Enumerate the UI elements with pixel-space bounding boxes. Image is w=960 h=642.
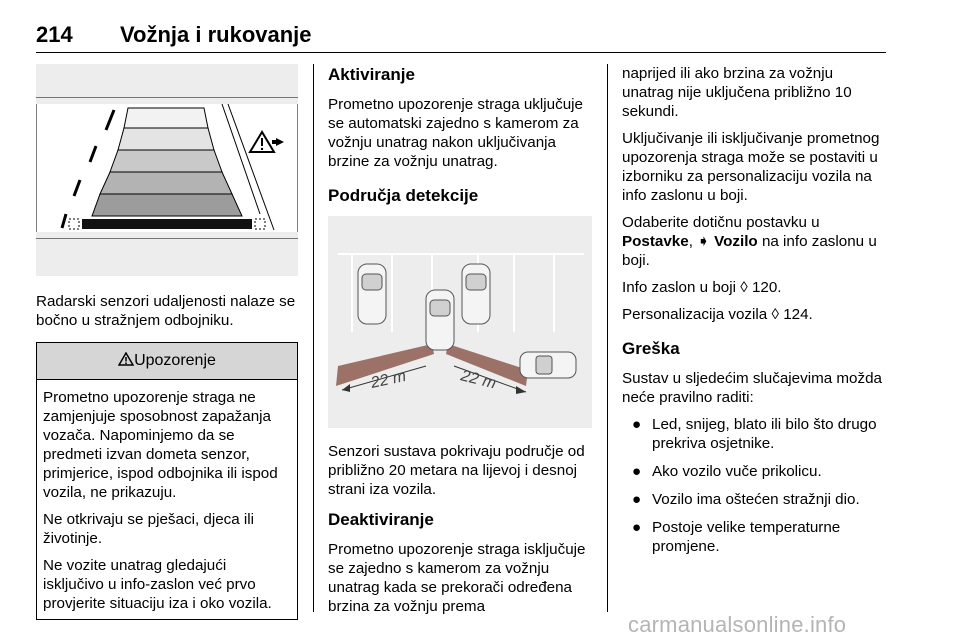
- list-item: [622, 415, 888, 453]
- list-item: [622, 518, 888, 556]
- heading-activation: Aktiviranje: [328, 65, 415, 84]
- settings-path-pre: Odaberite dotičnu postavku u: [622, 214, 820, 231]
- parking-detection-illustration: [328, 216, 592, 428]
- warning-paragraph-1: Prometno upozorenje straga ne zamjenjuje sposobnost zapažanja vozača. Napominjemo da se predmeti izvan dometa senzor, primjerice, ispod odbojnika ili ispod vozila, ne prikazuju.: [43, 389, 278, 501]
- column-divider-1: [313, 64, 314, 612]
- bullet-icon: ●: [632, 491, 642, 508]
- list-item: [622, 462, 888, 481]
- heading-detection-zones: Područja detekcije: [328, 186, 479, 205]
- warning-triangle-icon: [118, 343, 134, 379]
- page-reference-icon: ◊: [740, 279, 748, 296]
- activation-paragraph: Prometno upozorenje straga uključuje se automatski zajedno s kamerom za vožnju unatrag nakon uključivanja brzine za vožnju unatrag.: [328, 96, 583, 170]
- settings-path-paragraph: [622, 213, 888, 270]
- bullet-icon: ●: [632, 416, 642, 433]
- toggle-paragraph: Uključivanje ili isključivanje prometnog upozorenja straga može se postaviti u izborniku za personalizaciju vozila na info zaslonu u boji.: [622, 130, 880, 204]
- heading-deactivation: Deaktiviranje: [328, 510, 434, 529]
- column-1: [36, 64, 298, 620]
- column-2: [328, 64, 594, 624]
- info-display-reference-text: Info zaslon u boji: [622, 279, 736, 296]
- left-distance-label: 22 m: [369, 367, 408, 392]
- list-item: [622, 490, 888, 509]
- personalization-reference-text: Personalizacija vozila: [622, 306, 768, 323]
- fault-intro: Sustav u sljedećim slučajevima možda neće pravilno raditi:: [622, 370, 882, 406]
- bullet-icon: ●: [632, 519, 642, 536]
- page-title: Vožnja i rukovanje: [120, 22, 312, 47]
- settings-path-separator: ,: [688, 233, 698, 250]
- watermark: carmanualsonline.info: [628, 612, 847, 637]
- column-3: [622, 64, 888, 565]
- personalization-reference: [622, 305, 888, 324]
- menu-arrow-icon: ➧: [697, 233, 710, 250]
- info-display-reference-page: 120.: [751, 279, 782, 296]
- list-item-text: Led, snijeg, blato ili bilo što drugo prekriva osjetnike.: [652, 416, 877, 452]
- fault-list: [622, 415, 888, 556]
- menu-settings-label: Postavke: [622, 233, 689, 250]
- continued-paragraph: naprijed ili ako brzina za vožnju unatrag nije uključena približno 10 sekundi.: [622, 65, 852, 120]
- detection-zones-figure: [328, 216, 592, 428]
- right-distance-label: 22 m: [459, 367, 498, 393]
- info-display-reference: [622, 278, 888, 297]
- column-divider-2: [607, 64, 608, 612]
- warning-title: Upozorenje: [134, 352, 216, 369]
- page-number: 214: [36, 22, 73, 47]
- deactivation-paragraph: Prometno upozorenje straga isključuje se zajedno s kamerom za vožnju unatrag kada se prekorači određena brzina za vožnju prema: [328, 541, 586, 615]
- list-item-text: Ako vozilo vuče prikolicu.: [652, 463, 822, 480]
- page-reference-icon: ◊: [771, 306, 779, 323]
- warning-paragraph-3: Ne vozite unatrag gledajući isključivo u info-zaslon već prvo provjerite situaciju iza i oko vozila.: [43, 557, 272, 612]
- personalization-reference-page: 124.: [783, 306, 813, 323]
- bullet-icon: ●: [632, 463, 642, 480]
- menu-vehicle-label: Vozilo: [714, 233, 758, 250]
- list-item-text: Postoje velike temperaturne promjene.: [652, 519, 841, 555]
- rear-camera-guidelines-illustration: [36, 64, 298, 276]
- warning-box: [36, 342, 298, 620]
- heading-fault: Greška: [622, 339, 680, 358]
- camera-display-figure: [36, 64, 298, 276]
- detection-zones-paragraph: Senzori sustava pokrivaju područje od približno 20 metara na lijevoj i desnoj strani iza vozila.: [328, 443, 585, 498]
- warning-body: [37, 380, 297, 619]
- list-item-text: Vozilo ima oštećen stražnji dio.: [652, 491, 860, 508]
- figure-caption: Radarski senzori udaljenosti nalaze se bočno u stražnjem odbojniku.: [36, 293, 296, 329]
- warning-header: [37, 343, 297, 380]
- warning-paragraph-2: Ne otkrivaju se pješaci, djeca ili životinje.: [43, 511, 255, 547]
- page-header: [36, 22, 886, 53]
- settings-path-post: na info zaslonu u boji.: [622, 233, 877, 269]
